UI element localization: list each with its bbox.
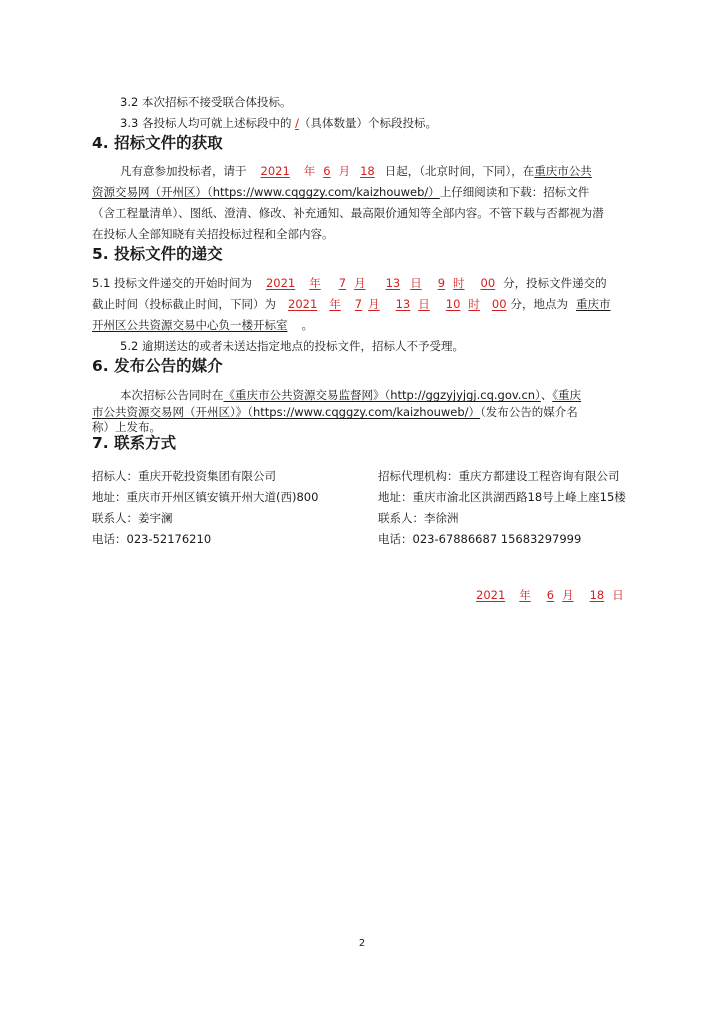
agency-address: 地址：重庆市渝北区洪湖西路18号上峰上座15楼: [378, 490, 626, 504]
agency-phone: 电话：023-67886687 15683297999: [378, 532, 582, 546]
section-6-line3: 称）上发布。: [92, 420, 161, 434]
sign-date: 2021 年 6 月 18 日: [462, 588, 624, 603]
obtain-month: 6: [323, 164, 331, 178]
media-1: 《重庆市公共资源交易监督网》（http://ggzyjyjgj.cq.gov.cn）: [223, 388, 541, 402]
section-4-para-line4: 在投标人全部知晓有关招投标过程和全部内容。: [92, 227, 334, 241]
section-5-heading: 5. 投标文件的递交: [92, 245, 223, 263]
tenderer-name: 招标人：重庆开乾投资集团有限公司: [92, 469, 276, 483]
media-2-part2: 市公共资源交易网（开州区）》（https://www.cqggzy.com/kaizhouweb/）: [92, 405, 481, 419]
deadline-minute: 00: [491, 297, 507, 311]
section-6-heading: 6. 发布公告的媒介: [92, 357, 223, 375]
section-6-line2: 市公共资源交易网（开州区）》（https://www.cqggzy.com/kaizhouweb/）（发布公告的媒介名: [92, 405, 578, 419]
clause-5-2: 5.2 逾期送达的或者未送达指定地点的投标文件，招标人不予受理。: [120, 339, 464, 353]
clause-5-1-line2: 截止时间（投标截止时间，下同）为 2021 年 7 月 13 日 10 时 00 分，地点为 重庆市: [92, 297, 611, 311]
deadline-year: 2021: [288, 297, 318, 311]
agency-contact: 联系人：李徐洲: [378, 511, 459, 525]
clause-3-3: 3.3 各投标人均可就上述标段中的 /（具体数量）个标段投标。: [120, 116, 437, 130]
start-minute: 00: [480, 276, 496, 290]
section-6-line1: 本次招标公告同时在《重庆市公共资源交易监督网》（http://ggzyjyjgj.cq.gov.cn）、《重庆: [120, 388, 582, 402]
tenderer-phone: 电话：023-52176210: [92, 532, 212, 546]
page-number: 2: [358, 938, 366, 949]
media-2-part1: 《重庆: [552, 388, 582, 402]
site-name-part1: 重庆市公共: [534, 164, 592, 178]
obtain-year: 2021: [260, 164, 290, 178]
agency-name: 招标代理机构：重庆方都建设工程咨询有限公司: [378, 469, 620, 483]
sign-year: 2021: [476, 588, 506, 602]
tenderer-contact: 联系人：姜宇澜: [92, 511, 173, 525]
start-day: 13: [385, 276, 401, 290]
section-4-heading: 4. 招标文件的获取: [92, 134, 223, 152]
section-4-para-line3: （含工程量清单）、图纸、澄清、修改、补充通知、最高限价通知等全部内容。不管下载与否都视为潜: [92, 206, 604, 220]
section-count: /: [295, 116, 299, 130]
clause-5-1-line3: 开州区公共资源交易中心负一楼开标室 。: [92, 318, 313, 332]
start-month: 7: [338, 276, 347, 290]
section-4-para-line2: 资源交易网（开州区）（https://www.cqggzy.com/kaizhouweb/）上仔细阅读和下载：招标文件: [92, 185, 590, 199]
clause-5-1-line1: 5.1 投标文件递交的开始时间为 2021 年 7 月 13 日 9 时 00 分，投标文件递交的: [92, 276, 607, 290]
submit-place-part2: 开州区公共资源交易中心负一楼开标室: [92, 318, 288, 332]
deadline-hour: 10: [445, 297, 461, 311]
section-7-heading: 7. 联系方式: [92, 434, 177, 452]
start-year: 2021: [265, 276, 296, 290]
section-4-para-line1: 凡有意参加投标者，请于 2021 年 6 月 18 日起，（北京时间，下同），在重庆市公共: [120, 164, 592, 178]
clause-3-2: 3.2 本次招标不接受联合体投标。: [120, 95, 292, 109]
start-hour: 9: [437, 276, 446, 290]
sign-month: 6: [546, 588, 555, 602]
sign-day: 18: [589, 588, 605, 602]
deadline-month: 7: [354, 297, 363, 311]
submit-place-part1: 重庆市: [576, 297, 611, 311]
deadline-day: 13: [395, 297, 411, 311]
obtain-day: 18: [360, 164, 375, 178]
tenderer-address: 地址：重庆市开州区镇安镇开州大道(西)800: [92, 490, 319, 504]
site-name-part2: 资源交易网（开州区）（https://www.cqggzy.com/kaizhouweb/）: [92, 185, 440, 199]
